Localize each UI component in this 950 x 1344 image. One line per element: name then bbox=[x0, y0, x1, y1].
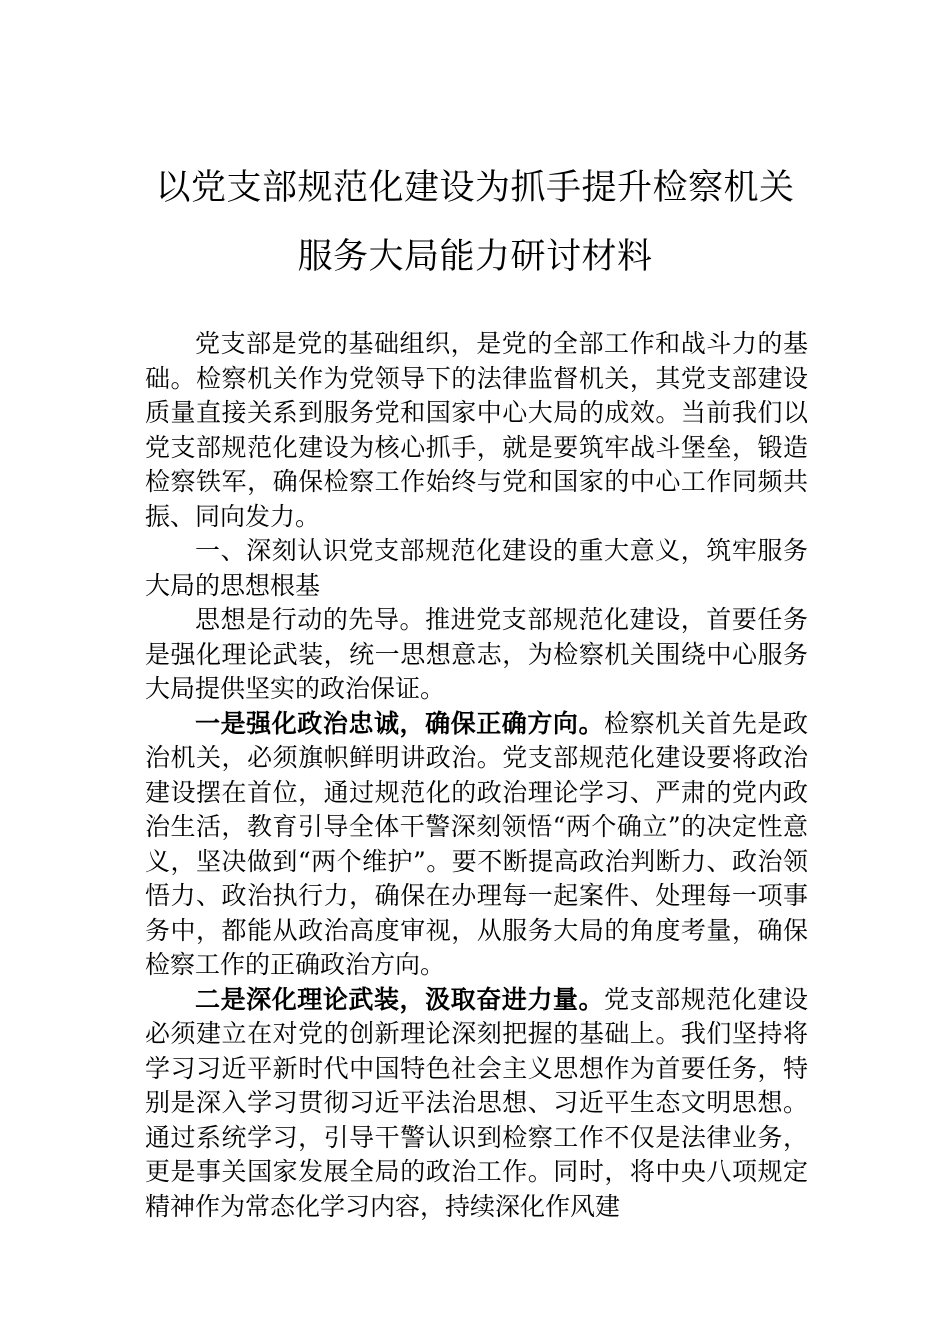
paragraph-text: 思想是行动的先导。推进党支部规范化建设，首要任务是强化理论武装，统一思想意志，为检察机关围绕中心服务大局提供坚实的政治保证。 bbox=[145, 605, 808, 703]
document-title-line-2: 服务大局能力研讨材料 bbox=[297, 237, 653, 277]
paragraph-text: 检察机关首先是政治机关，必须旗帜鲜明讲政治。党支部规范化建设要将政治建设摆在首位，通过规范化的政治理论学习、严肃的党内政治生活，教育引导全体干警深刻领悟“两个确立”的决定性意义，坚决做到“两个维护”。要不断提高政治判断力、政治领悟力、政治执行力，确保在办理每一起案件、处理每一项事务中，都能从政治高度审视，从服务大局的角度考量，确保检察工作的正确政治方向。 bbox=[145, 708, 808, 979]
intro-paragraph bbox=[145, 327, 808, 534]
document-title-line-1: 以党支部规范化建设为抓手提升检察机关 bbox=[155, 168, 795, 208]
section-heading-1 bbox=[145, 534, 808, 603]
point-2-paragraph bbox=[145, 983, 808, 1225]
point-1-lead: 一是强化政治忠诚，确保正确方向。 bbox=[195, 708, 605, 738]
document-body bbox=[145, 327, 808, 1224]
heading-text: 一、深刻认识党支部规范化建设的重大意义，筑牢服务大局的思想根基 bbox=[145, 536, 808, 600]
paragraph-text: 党支部规范化建设必须建立在对党的创新理论深刻把握的基础上。我们坚持将学习习近平新时代中国特色社会主义思想作为首要任务，特别是深入学习贯彻习近平法治思想、习近平生态文明思想。通过系统学习，引导干警认识到检察工作不仅是法律业务，更是事关国家发展全局的政治工作。同时，将中央八项规定精神作为常态化学习内容，持续深化作风建 bbox=[145, 984, 808, 1221]
paragraph-text: 党支部是党的基础组织，是党的全部工作和战斗力的基础。检察机关作为党领导下的法律监督机关，其党支部建设质量直接关系到服务党和国家中心大局的成效。当前我们以党支部规范化建设为核心抓手，就是要筑牢战斗堡垒，锻造检察铁军，确保检察工作始终与党和国家的中心工作同频共振、同向发力。 bbox=[145, 329, 808, 531]
point-1-paragraph bbox=[145, 707, 808, 983]
point-2-lead: 二是深化理论武装，汲取奋进力量。 bbox=[195, 984, 605, 1014]
section-1-intro-paragraph bbox=[145, 603, 808, 707]
